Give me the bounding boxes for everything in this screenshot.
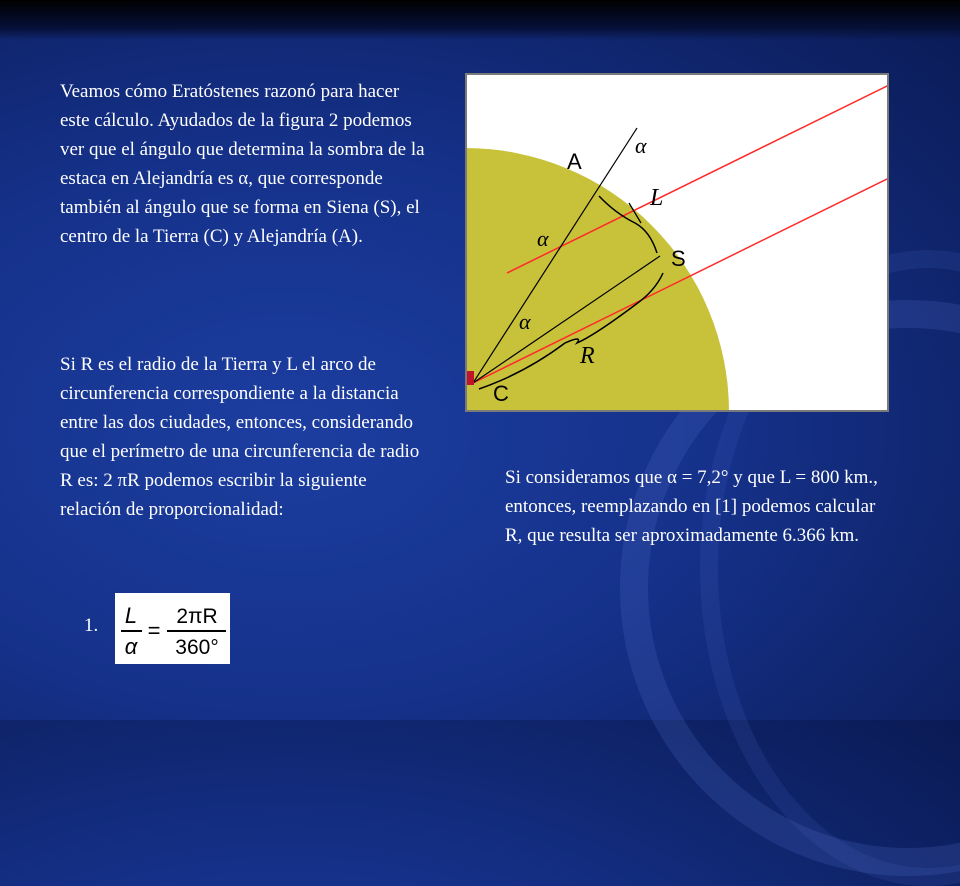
proportion-formula xyxy=(115,593,230,664)
explanation-paragraph-2: Si R es el radio de la Tierra y L el arco de circunferencia correspondiente a la distancia entre las dos ciudades, entonces, considerando que el perímetro de una circunferencia de radio R es: 2 πR podemos escribir la siguiente relación de proporcionalidad: xyxy=(60,354,420,520)
label-A: A xyxy=(567,149,582,174)
eratosthenes-diagram xyxy=(465,73,889,412)
earth-circle xyxy=(465,148,729,412)
label-L: L xyxy=(650,185,664,211)
label-S: S xyxy=(671,246,686,271)
label-R: R xyxy=(580,343,595,369)
label-alpha-lower: α xyxy=(519,309,531,334)
top-dark-band xyxy=(0,0,960,40)
label-alpha-top: α xyxy=(635,133,647,158)
explanation-paragraph-1: Veamos cómo Eratóstenes razonó para hacer este cálculo. Ayudados de la figura 2 podemos ver que el ángulo que determina la sombra de la estaca en Alejandría es α, que corresponde también al ángulo que se forma en Siena (S), el centro de la Tierra (C) y Alejandría (A). xyxy=(60,81,425,247)
formula-lhs-numerator: L xyxy=(124,603,138,628)
equation-number: 1. xyxy=(84,615,99,636)
formula-lhs-denominator: α xyxy=(124,634,138,659)
label-alpha-middle: α xyxy=(537,226,549,251)
label-C: C xyxy=(493,381,509,406)
result-paragraph: Si consideramos que α = 7,2° y que L = 800 km., entonces, reemplazando en [1] podemos calcular R, que resulta ser aproximadamente 6.366 km. xyxy=(505,467,878,546)
formula-rhs-denominator: 360° xyxy=(175,636,219,659)
formula-rhs-numerator: 2πR xyxy=(176,605,218,628)
formula-equals-sign: = xyxy=(147,618,161,643)
